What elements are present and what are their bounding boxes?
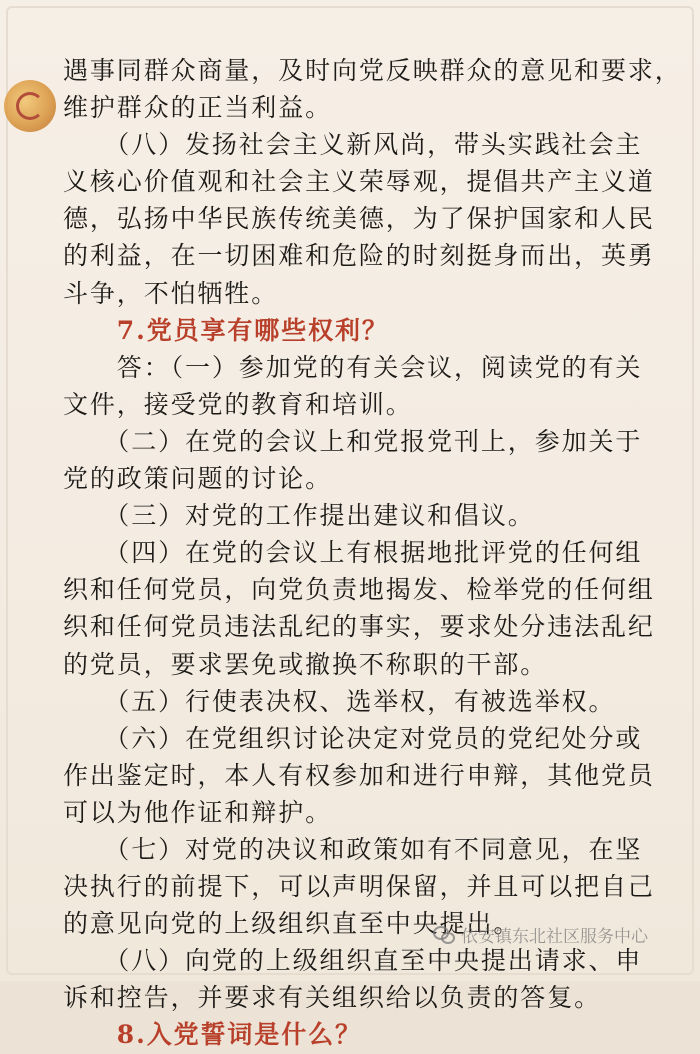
text-line: （三）对党的工作提出建议和倡议。 (63, 501, 535, 531)
text-line: （八）发扬社会主义新风尚，带头实践社会主 (63, 130, 643, 160)
text-line: （八）向党的上级组织直至中央提出请求、申 (63, 946, 643, 976)
section-heading: 8.入党誓词是什么？ (63, 1020, 362, 1050)
account-watermark (433, 922, 648, 947)
text-line: （四）在党的会议上有根据地批评党的任何组 (63, 538, 643, 568)
text-line: 党的政策问题的讨论。 (63, 464, 333, 494)
text-line: 织和任何党员，向党负责地揭发、检举党的任何组 (63, 575, 655, 605)
text-line: 维护群众的正当利益。 (63, 93, 333, 123)
party-emblem-watermark (4, 80, 56, 132)
document-body (63, 52, 682, 1054)
account-name: 依安镇东北社区服务中心 (461, 927, 648, 947)
text-line: 义核心价值观和社会主义荣辱观，提倡共产主义道 (63, 167, 655, 197)
text-line: 织和任何党员违法乱纪的事实，要求处分违法乱纪 (63, 612, 655, 642)
section-heading: 7.党员享有哪些权利？ (63, 315, 389, 345)
text-line: 可以为他作证和辩护。 (63, 797, 333, 827)
text-line: 的利益，在一切困难和危险的时刻挺身而出，英勇 (63, 241, 655, 271)
text-line: 答：（一）参加党的有关会议，阅读党的有关 (63, 352, 643, 382)
text-line: 文件，接受党的教育和培训。 (63, 389, 413, 419)
text-line: 德，弘扬中华民族传统美德，为了保护国家和人民 (63, 204, 655, 234)
text-line: 诉和控告，并要求有关组织给以负责的答复。 (63, 983, 602, 1013)
text-line: 的党员，要求罢免或撤换不称职的干部。 (63, 649, 548, 679)
text-line: 斗争，不怕牺牲。 (63, 278, 279, 308)
text-line: 的意见向党的上级组织直至中央提出。 (63, 909, 521, 939)
wechat-icon (433, 926, 455, 944)
text-line: （六）在党组织讨论决定对党员的党纪处分或 (63, 723, 643, 753)
text-line: （五）行使表决权、选举权，有被选举权。 (63, 686, 616, 716)
text-line: （七）对党的决议和政策如有不同意见，在坚 (63, 834, 643, 864)
text-line: 作出鉴定时，本人有权参加和进行申辩，其他党员 (63, 760, 655, 790)
text-line: （二）在党的会议上和党报党刊上，参加关于 (63, 426, 643, 456)
text-line: 遇事同群众商量，及时向党反映群众的意见和要求， (63, 56, 682, 85)
text-line: 决执行的前提下，可以声明保留，并且可以把自己 (63, 872, 655, 902)
